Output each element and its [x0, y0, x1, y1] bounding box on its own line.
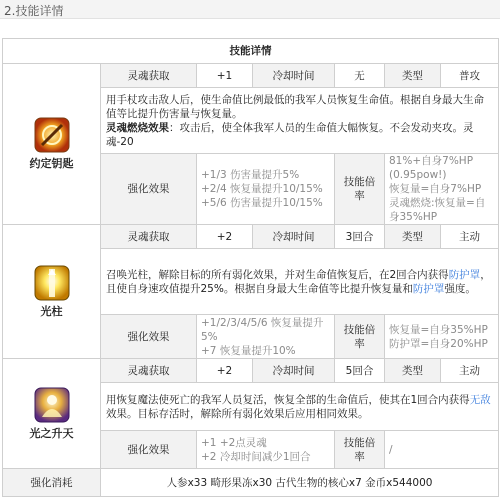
desc-text: 召唤光柱，解除目标的所有弱化效果，并对生命值恢复后，在2回合内获得 — [106, 268, 449, 281]
desc-text: 效果。目标存活时，解除所有弱化效果后应用相同效果。 — [106, 407, 369, 420]
enhance-line: +1/2/3/4/5/6 恢复量提升5% — [201, 316, 324, 343]
enhance-line: +1 +2点灵魂 — [201, 436, 267, 449]
skill-detail-table — [2, 38, 499, 497]
multiplier-label: 技能倍率 — [335, 431, 385, 469]
enhance-label: 强化效果 — [101, 154, 197, 225]
shield-keyword: 防护罩 — [412, 282, 445, 295]
enhance-line: +1/3 伤害量提升5% — [201, 169, 300, 181]
enhance-line: +2 冷却时间减少1回合 — [201, 450, 311, 463]
cooldown-label: 冷却时间 — [253, 64, 335, 88]
key-staff-icon — [34, 117, 70, 153]
type-value: 普攻 — [441, 64, 499, 88]
enhance-line: +2/4 恢复量提升10/15% — [201, 183, 323, 195]
type-label: 类型 — [385, 359, 441, 383]
multiplier-label: 技能倍率 — [335, 315, 385, 359]
multiplier-line: 恢复量=自身35%HP — [389, 323, 488, 336]
skill-3-enhance — [197, 431, 335, 469]
type-label: 类型 — [385, 64, 441, 88]
ascension-icon — [34, 387, 70, 423]
soul-get-label: 灵魂获取 — [101, 64, 197, 88]
soul-get-label: 灵魂获取 — [101, 225, 197, 249]
type-value: 主动 — [441, 225, 499, 249]
soul-get-value: +1 — [197, 64, 253, 88]
cooldown-label: 冷却时间 — [253, 359, 335, 383]
enhance-cost-label: 强化消耗 — [3, 469, 101, 497]
type-label: 类型 — [385, 225, 441, 249]
skill-2-name: 光柱 — [40, 304, 63, 318]
cooldown-label: 冷却时间 — [253, 225, 335, 249]
skill-3-name: 光之升天 — [29, 426, 74, 440]
table-title: 技能详情 — [3, 39, 499, 64]
skill-2-enhance — [197, 315, 335, 359]
enhance-label: 强化效果 — [101, 431, 197, 469]
multiplier-line: 恢复量=自身7%HP — [389, 183, 482, 195]
light-pillar-icon — [34, 265, 70, 301]
skill-3-multiplier — [385, 431, 499, 469]
skill-3-cell — [3, 359, 101, 469]
skill-1-name: 约定钥匙 — [29, 157, 74, 170]
skill-1-description — [101, 88, 499, 154]
cooldown-value: 3回合 — [335, 225, 385, 249]
burn-effect-label: 灵魂燃烧效果 — [106, 121, 169, 134]
enhance-label: 强化效果 — [101, 315, 197, 359]
section-header — [0, 0, 500, 19]
multiplier-line: 灵魂燃烧:恢复量=自身35%HP — [389, 197, 486, 223]
skill-1-multiplier — [385, 154, 499, 225]
type-value: 主动 — [441, 359, 499, 383]
burn-effect-text: ：攻击后，使全体我军人员的生命值大幅恢复。不会发动夹攻。灵魂-20 — [106, 121, 474, 148]
enhance-line: +5/6 伤害量提升10/15% — [201, 197, 323, 209]
invincible-keyword: 无敌 — [469, 393, 491, 406]
soul-get-label: 灵魂获取 — [101, 359, 197, 383]
desc-text: ，且使自身速攻值提升25%。根据自身最大生命值等比提升恢复量和 — [106, 268, 491, 295]
skill-2-multiplier — [385, 315, 499, 359]
skill-1-desc-line: 用手杖攻击敌人后，使生命值比例最低的我军人员恢复生命值。根据自身最大生命值等比提升伤害量与恢复量。 — [106, 93, 484, 120]
desc-text: 用恢复魔法使死亡的我军人员复活，恢复全部的生命值后，使其在1回合内获得 — [106, 393, 470, 406]
soul-get-value: +2 — [197, 359, 253, 383]
soul-get-value: +2 — [197, 225, 253, 249]
skill-1-enhance — [197, 154, 335, 225]
skill-3-description — [101, 383, 499, 431]
multiplier-line: / — [389, 443, 393, 456]
enhance-cost-value: 人参x33 畸形果冻x30 古代生物的核心x7 金币x544000 — [101, 469, 499, 497]
skill-2-description — [101, 249, 499, 315]
section-title: 2.技能详情 — [4, 4, 64, 18]
skill-1-cell — [3, 64, 101, 225]
shield-keyword: 防护罩 — [448, 268, 481, 281]
multiplier-line: 81%+自身7%HP (0.95pow!) — [389, 155, 474, 181]
skill-2-cell — [3, 225, 101, 359]
cooldown-value: 无 — [335, 64, 385, 88]
desc-text: 强度。 — [444, 282, 476, 295]
multiplier-label: 技能倍率 — [335, 154, 385, 225]
multiplier-line: 防护罩=自身20%HP — [389, 337, 488, 350]
enhance-line: +7 恢复量提升10% — [201, 344, 296, 357]
cooldown-value: 5回合 — [335, 359, 385, 383]
